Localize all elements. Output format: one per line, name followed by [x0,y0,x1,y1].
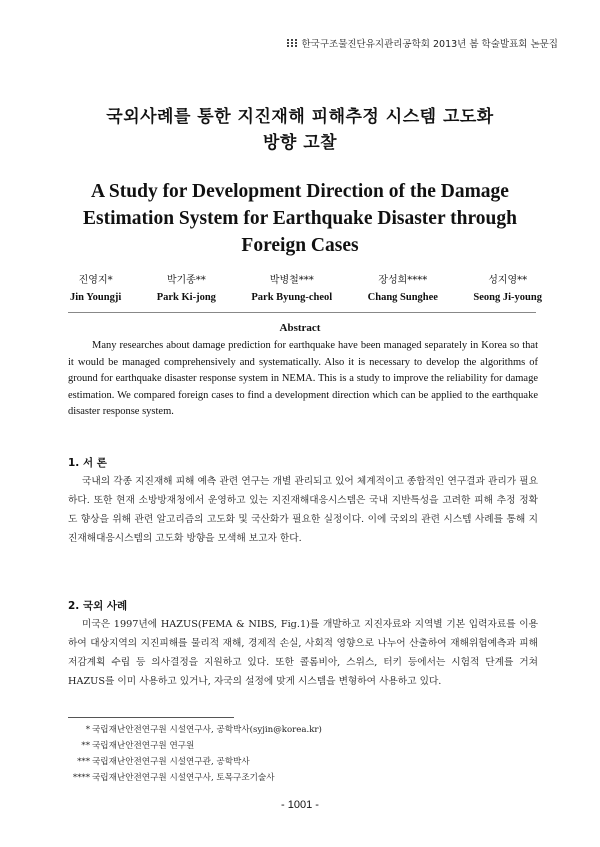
author [473,272,542,306]
footnote-mark: * [85,725,90,735]
section-1-heading: 1. 서 론 [68,457,107,469]
author-list [70,272,542,306]
footnote [68,754,322,770]
dotted-square-icon [287,39,297,47]
divider [68,312,536,313]
footnote-text: 국립재난안전연구원 시설연구사, 공학박사(syjin@korea.kr) [92,725,322,735]
footnote-text: 국립재난안전연구원 시설연구관, 공학박사 [92,757,250,767]
page-number: - 1001 - [281,799,319,811]
korean-title [0,104,600,156]
footnote-text: 국립재난안전연구원 연구원 [92,741,195,751]
author-name-ko: 성지영** [488,275,528,286]
author-name-ko: 진영지* [78,275,113,286]
author [70,272,121,306]
english-title-line-3: Foreign Cases [241,235,359,256]
author-name-en: Jin Youngji [70,292,122,303]
author-name-ko: 장성희**** [378,275,428,286]
author [251,272,332,306]
footnote-text: 국립재난안전연구원 시설연구사, 토목구조기술사 [92,773,275,783]
english-title [0,178,600,259]
korean-title-line-2: 방향 고찰 [262,133,338,153]
author-name-en: Chang Sunghee [367,292,438,303]
english-title-line-1: A Study for Development Direction of the Damage [91,181,509,202]
section-1-body: 국내의 각종 지진재해 피해 예측 관련 연구는 개별 관리되고 있어 체계적이고 종합적인 연구결과 관리가 필요하다. 또한 현재 소방방재청에서 운영하고 있는 지진재해대응시스템은 국내 지반특성을 고려한 피해 추정 정확도 향상을 위해 관련 알고리즘의 고도화 및 국산화가 필요한 실정이다. 이에 국외의 관련 시스템 사례를 통해 지진재해대응시스템의 고도화 방향을 모색해 보고자 한다. [68,476,538,544]
section-2-body: 미국은 1997년에 HAZUS(FEMA & NIBS, Fig.1)를 개발하고 지진자료와 지역별 기본 입력자료를 이용하여 대상지역의 지진피해를 물리적 재해, 경제적 손실, 사회적 영향으로 나누어 산출하여 재해위험예측과 피해저감계획 수립 등 의사결정을 지원하고 있다. 또한 콜롬비아, 스위스, 터키 등에서는 시험적 단계를 거쳐 HAZUS를 이미 사용하고 있거나, 자국의 설정에 맞게 시스템을 변형하여 사용하고 있다. [68,619,538,687]
footnote-mark: ** [81,741,90,751]
section-2-heading: 2. 국외 사례 [68,600,128,612]
footnote [68,770,322,786]
footnote [68,738,322,754]
footnote-mark: **** [72,773,90,783]
footnote [68,722,322,738]
korean-title-line-1: 국외사례를 통한 지진재해 피해추정 시스템 고도화 [106,107,494,127]
abstract-body: Many researches about damage prediction for earthquake have been managed separately in Korea so that it would be managed comprehensively and systematically. Also it is necessary to develop the algorithms of ground for earthquake disaster response system in NEMA. This is a study to improve the reliability for damage estimation. We compared foreign cases to find a development direction which can be applied to the earthquake disaster response system. [68,340,538,417]
author-name-en: Park Byung-cheol [251,292,333,303]
author-name-ko: 박기종** [166,275,206,286]
header-text: 한국구조물진단유지관리공학회 2013년 봄 학술발표회 논문집 [301,39,558,50]
author [157,272,216,306]
running-header [287,36,558,50]
english-title-line-2: Estimation System for Earthquake Disaster through [83,208,517,229]
footnote-divider [68,717,234,718]
author-name-en: Park Ki-jong [156,292,216,303]
author-name-ko: 박병철*** [269,275,314,286]
author-name-en: Seong Ji-young [473,292,542,303]
abstract-heading: Abstract [279,322,321,334]
footnote-mark: *** [77,757,90,767]
author [368,272,438,306]
footnotes [68,722,322,786]
